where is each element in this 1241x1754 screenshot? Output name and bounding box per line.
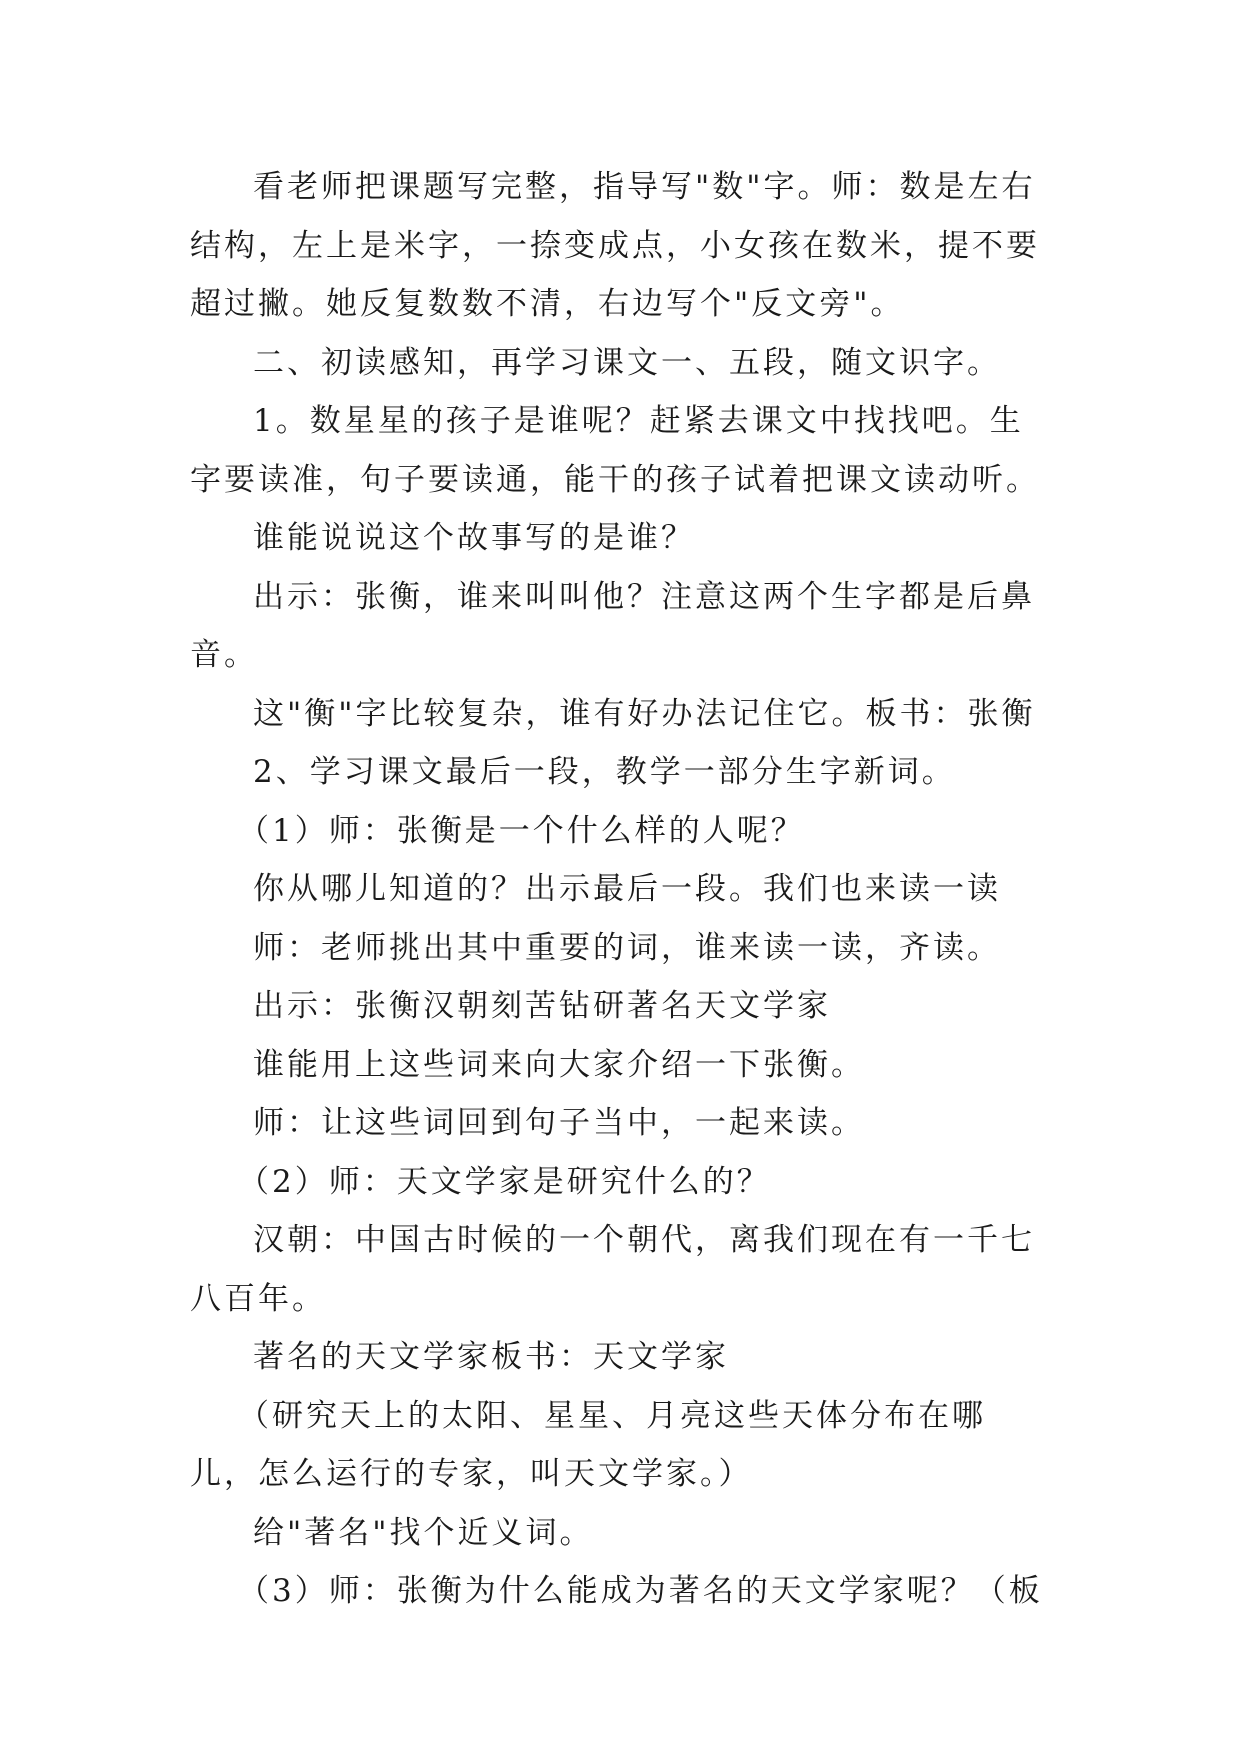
paragraph-section-heading: 二、初读感知，再学习课文一、五段，随文识字。 (253, 344, 1001, 381)
paragraph-step-2: 2、学习课文最后一段，教学一部分生字新词。 (253, 754, 956, 790)
paragraph-show-words: 出示：张衡汉朝刻苦钻研著名天文学家 (253, 988, 831, 1024)
paragraph-where-know: 你从哪儿知道的？出示最后一段。我们也来读一读 (253, 871, 1001, 907)
paragraph-sub-1: （1）师：张衡是一个什么样的人呢？ (238, 812, 805, 849)
paragraph-sub-2: （2）师：天文学家是研究什么的？ (238, 1163, 771, 1200)
paragraph-han-dynasty: 汉朝：中国古时候的一个朝代，离我们现在有一千七八百年。 (190, 1222, 1035, 1317)
paragraph-introduce: 谁能用上这些词来向大家介绍一下张衡。 (253, 1046, 865, 1083)
paragraph-question: 谁能说说这个故事写的是谁？ (253, 520, 695, 556)
paragraph-step-1: 1。数星星的孩子是谁呢？赶紧去课文中找找吧。生字要读准，句子要读通，能干的孩子试着把课文读动听。 (190, 403, 1040, 498)
paragraph-heng-character: 这"衡"字比较复杂，谁有好办法记住它。板书：张衡 (253, 695, 1036, 732)
paragraph-synonym: 给"著名"找个近义词。 (253, 1514, 594, 1551)
paragraph-key-words: 师：老师挑出其中重要的词，谁来读一读，齐读。 (253, 929, 1001, 966)
paragraph-writing-guidance: 看老师把课题写完整，指导写"数"字。师：数是左右结构，左上是米字，一捺变成点，小女孩在数米，提不要超过撇。她反复数数不清，右边写个"反文旁"。 (190, 169, 1040, 322)
paragraph-read-together: 师：让这些词回到句子当中，一起来读。 (253, 1105, 865, 1141)
paragraph-astronomer-definition: （研究天上的太阳、星星、月亮这些天体分布在哪儿，怎么运行的专家，叫天文学家。） (190, 1397, 986, 1492)
paragraph-show-zhangheng: 出示：张衡，谁来叫叫他？注意这两个生字都是后鼻音。 (190, 578, 1035, 673)
paragraph-sub-3: （3）师：张衡为什么能成为著名的天文学家呢？（板 (238, 1573, 1043, 1609)
document-body (190, 158, 1052, 1621)
paragraph-astronomer: 著名的天文学家板书：天文学家 (253, 1339, 729, 1375)
